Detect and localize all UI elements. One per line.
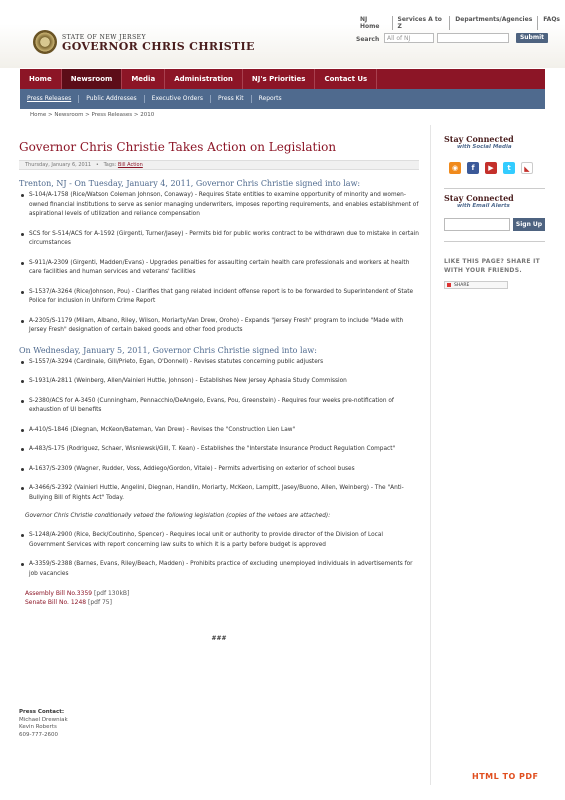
column-divider <box>430 125 431 785</box>
share-prompt: LIKE THIS PAGE? SHARE IT WITH YOUR FRIENDS. <box>444 258 541 274</box>
list-item: S-1557/A-3294 (Cardinale, Gill/Prieto, Egan, O'Donnell) - Revises statutes concerning public adjusters <box>19 358 419 368</box>
sidebar-divider <box>444 188 545 189</box>
utility-link-departments[interactable]: Departments/Agencies <box>450 16 538 30</box>
section2-heading: On Wednesday, January 5, 2011, Governor Chris Christie signed into law: <box>19 345 317 355</box>
sub-nav <box>20 89 545 109</box>
attachment-size: [pdf 75] <box>88 599 112 606</box>
list-item: S-2380/ACS for A-3450 (Cunningham, Pennacchio/DeAngelo, Evans, Pou, Greenstein) - Requires four weeks pre-notification of exhaustion of UI benefits <box>19 397 419 416</box>
nav-home[interactable]: Home <box>20 69 62 89</box>
utility-link-nj-home[interactable]: NJ Home <box>355 16 393 30</box>
breadcrumb[interactable]: Home > Newsroom > Press Releases > 2010 <box>30 112 155 118</box>
contact-phone: 609-777-2600 <box>19 731 58 738</box>
list-item: S-104/A-1758 (Rice/Watson Coleman Johnson, Conaway) - Requires State entities to examine opportunity of minority and women-owned financial institutions to serve as senior managing underwriters, imposes reporting requirements, and enables establishment of aspirational levels of utilization and reliance compensation <box>19 191 419 220</box>
tags-label: Tags: <box>103 162 117 168</box>
list-item: SCS for S-514/ACS for A-1592 (Girgenti, Turner/Jasey) - Permits bid for public works contract to be withdrawn due to mistake in certain circumstances <box>19 230 419 249</box>
subnav-reports[interactable]: Reports <box>258 95 282 102</box>
state-name: STATE OF NEW JERSEY <box>62 34 147 41</box>
attachment-size: [pdf 130kB] <box>94 590 130 597</box>
email-alerts-subtitle: with Email Alerts <box>457 203 510 209</box>
utility-nav <box>355 16 565 30</box>
list-item: A-483/S-175 (Rodriguez, Schaer, Wisniewski/Gill, T. Kean) - Establishes the "Interstate Insurance Product Regulation Compact" <box>19 445 419 455</box>
sidebar-divider <box>444 241 545 242</box>
list-item: S-1537/A-3264 (Rice/Johnson, Pou) - Clarifies that gang related incident offense report is to be forwarded to Superintendent of State Police for inclusion in Uniform Crime Report <box>19 288 419 307</box>
section1-heading: Trenton, NJ - On Tuesday, January 4, 2011, Governor Chris Christie signed into law: <box>19 179 361 188</box>
article-date: Thursday, January 6, 2011 <box>25 162 92 168</box>
article-meta: Thursday, January 6, 2011 • Tags: Bill Action <box>19 160 419 170</box>
search-input[interactable] <box>437 33 509 43</box>
utility-link-services[interactable]: Services A to Z <box>393 16 451 30</box>
subnav-press-kit[interactable]: Press Kit <box>211 95 252 103</box>
nav-contact[interactable]: Contact Us <box>315 69 377 89</box>
subnav-public-addresses[interactable]: Public Addresses <box>79 95 144 103</box>
veto-list <box>19 531 419 579</box>
flickr-icon[interactable]: ◣ <box>521 162 533 174</box>
share-button[interactable] <box>444 281 508 289</box>
nav-newsroom[interactable]: Newsroom <box>62 69 123 89</box>
press-contact <box>19 709 68 739</box>
contact-name: Michael Drewniak <box>19 716 68 723</box>
search-submit-button[interactable]: Submit <box>516 33 548 43</box>
list-item: A-1637/S-2309 (Wagner, Rudder, Voss, Addiego/Gordon, Vitale) - Permits advertising on exterior of school buses <box>19 465 419 475</box>
sign-up-button[interactable]: Sign Up <box>513 218 545 231</box>
search-scope-select[interactable]: All of NJ <box>384 33 434 43</box>
nav-media[interactable]: Media <box>122 69 165 89</box>
state-seal-logo[interactable] <box>33 30 57 54</box>
list-item: S-1931/A-2811 (Weinberg, Allen/Vainieri Huttle, Johnson) - Establishes New Jersey Aphasia Study Commission <box>19 377 419 387</box>
page-title: Governor Chris Christie Takes Action on Legislation <box>19 140 337 154</box>
nav-administration[interactable]: Administration <box>165 69 243 89</box>
tag-link[interactable]: Bill Action <box>117 162 143 168</box>
email-field[interactable] <box>444 218 510 231</box>
contact-name: Kevin Roberts <box>19 724 57 730</box>
list-item: A-3359/S-2388 (Barnes, Evans, Riley/Beach, Madden) - Prohibits practice of excluding unemployed individuals in advertisements for job vacancies <box>19 560 419 579</box>
attachment-name[interactable]: Senate Bill No. 1248 <box>25 599 87 606</box>
search-label: Search <box>356 36 380 43</box>
list-item: A-2305/S-1179 (Milam, Albano, Riley, Wilson, Moriarty/Van Drew, Oroho) - Expands "Jersey Fresh" program to include "Made with Jersey Fresh" designation of certain baked goods and other food products <box>19 317 419 336</box>
rss-icon[interactable]: ◉ <box>449 162 461 174</box>
main-nav <box>20 69 545 89</box>
facebook-icon[interactable]: f <box>467 162 479 174</box>
sidebar <box>444 130 545 289</box>
section2-list <box>19 358 419 504</box>
list-item: A-410/S-1846 (Diegnan, McKeon/Bateman, Van Drew) - Revises the "Construction Lien Law" <box>19 426 419 436</box>
email-alerts-title: Stay Connected <box>444 193 514 203</box>
nav-priorities[interactable]: NJ's Priorities <box>243 69 316 89</box>
list-item: S-1248/A-2900 (Rice, Beck/Coutinho, Spencer) - Requires local unit or authority to provide director of the Division of Local Government Services with report concerning law suits to which it is a party before budget is approved <box>19 531 419 550</box>
attachment-name[interactable]: Assembly Bill No.3359 <box>25 590 93 597</box>
section1-list <box>19 191 419 336</box>
end-mark: ### <box>211 635 227 642</box>
twitter-icon[interactable]: t <box>503 162 515 174</box>
veto-intro: Governor Chris Christie conditionally vetoed the following legislation (copies of the vetoes are attached): <box>25 513 331 519</box>
list-item: S-911/A-2309 (Girgenti, Madden/Evans) - Upgrades penalties for assaulting certain health care professionals and workers at health care facilities and human services and veterans' facilities <box>19 259 419 278</box>
social-media-subtitle: with Social Media <box>457 144 512 150</box>
html-to-pdf-logo: HTML TO PDF <box>472 772 539 781</box>
subnav-executive-orders[interactable]: Executive Orders <box>145 95 211 103</box>
stay-connected-title: Stay Connected <box>444 134 514 144</box>
utility-link-faqs[interactable]: FAQs <box>543 16 560 23</box>
email-signup-row <box>444 218 545 231</box>
attachment-link[interactable] <box>25 598 419 607</box>
list-item: A-3466/S-2392 (Vainieri Huttle, Angelini, Diegnan, Handlin, Moriarty, McKeon, Lampitt, Jasey/Buono, Allen, Weinberg) - The "Anti-Bullying Bill of Rights Act" Today. <box>19 484 419 503</box>
subnav-press-releases[interactable]: Press Releases <box>20 95 79 103</box>
share-icon <box>447 283 451 287</box>
youtube-icon[interactable]: ▶ <box>485 162 497 174</box>
share-label: SHARE <box>454 282 470 288</box>
social-icons <box>449 162 545 174</box>
governor-title[interactable]: GOVERNOR CHRIS CHRISTIE <box>62 40 255 53</box>
attachment-link[interactable] <box>25 589 419 598</box>
main-content <box>19 130 419 642</box>
contact-label: Press Contact: <box>19 709 65 715</box>
